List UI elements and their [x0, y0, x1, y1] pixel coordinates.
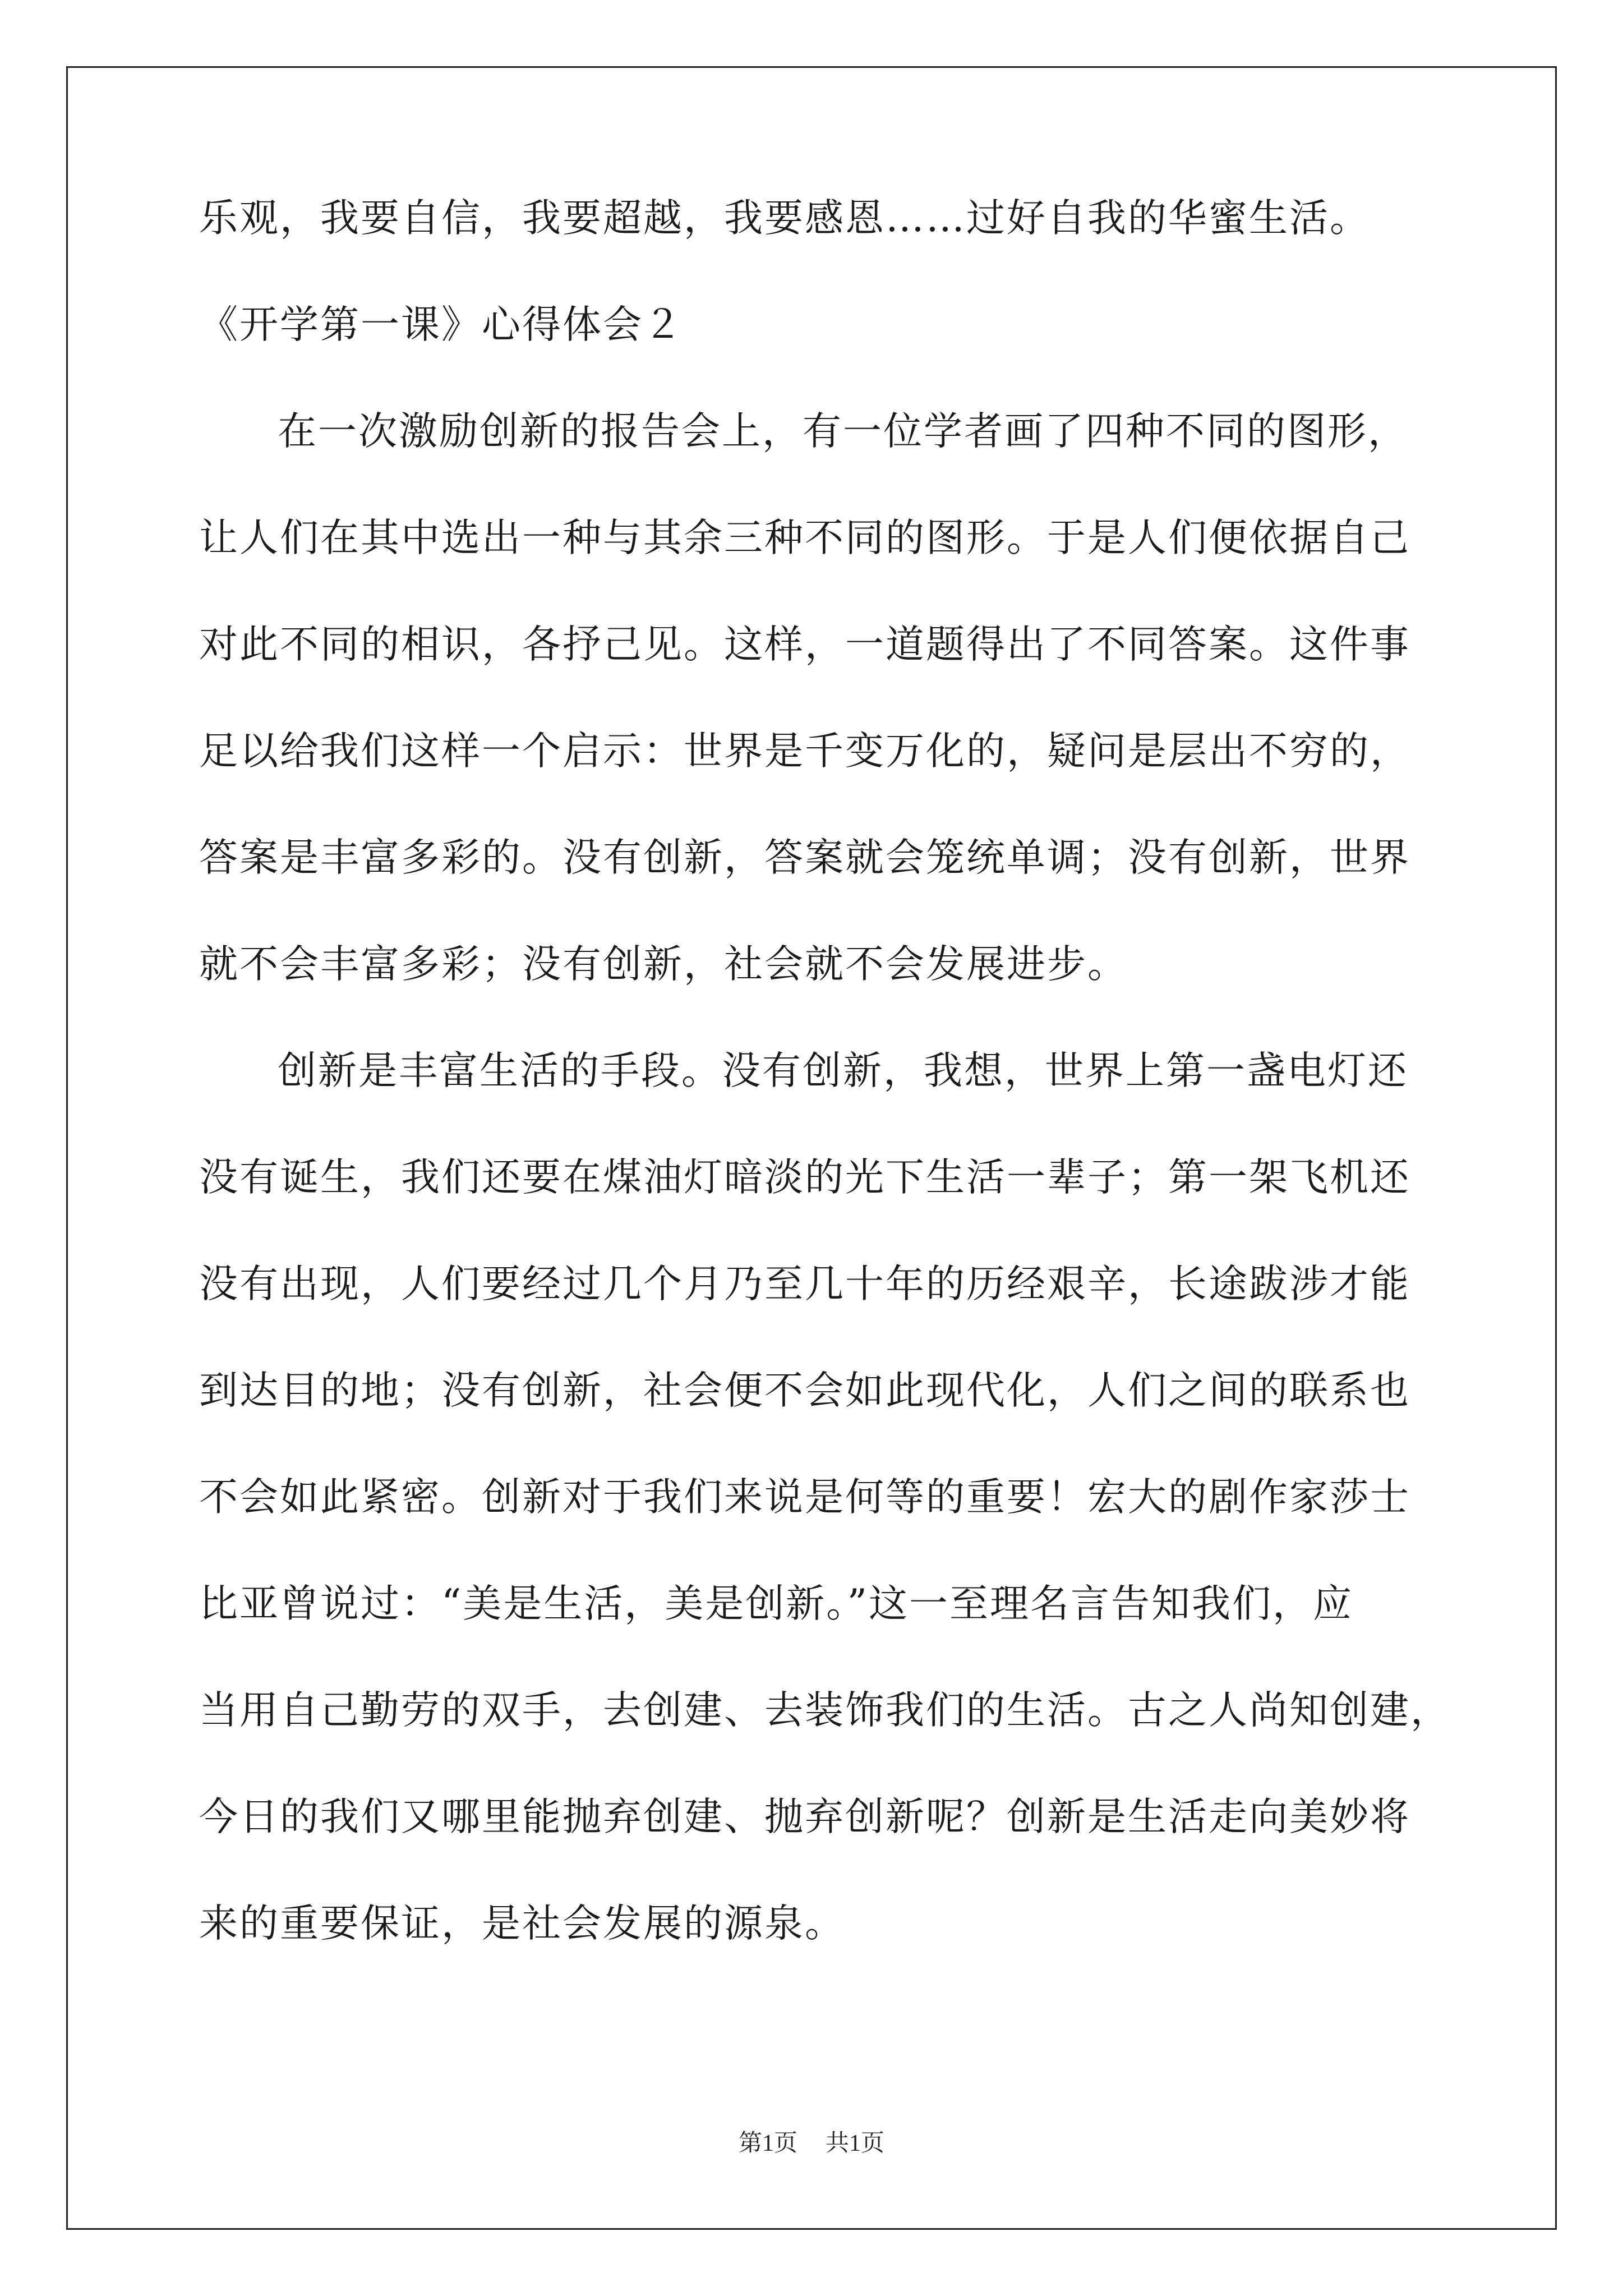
text-line: 让人们在其中选出一种与其余三种不同的图形。于是人们便依据自己	[199, 516, 1410, 560]
page-total: 共1页	[826, 2131, 885, 2156]
section-heading: 《开学第一课》心得体会２	[199, 302, 684, 347]
text-line: 不会如此紧密。创新对于我们来说是何等的重要！宏大的剧作家莎士	[199, 1475, 1410, 1520]
text-line: 答案是丰富多彩的。没有创新，答案就会笼统单调；没有创新，世界	[199, 835, 1410, 880]
text-line: 没有诞生，我们还要在煤油灯暗淡的光下生活一辈子；第一架飞机还	[199, 1155, 1410, 1200]
text-line: 今日的我们又哪里能抛弃创建、抛弃创新呢？创新是生活走向美妙将	[199, 1795, 1410, 1839]
text-line: 当用自己勤劳的双手，去创建、去装饰我们的生活。古之人尚知创建，	[199, 1688, 1451, 1733]
text-line: 对此不同的相识，各抒己见。这样，一道题得出了不同答案。这件事	[199, 622, 1410, 667]
text-line: 到达目的地；没有创新，社会便不会如此现代化，人们之间的联系也	[199, 1368, 1410, 1413]
text-line: 没有出现，人们要经过几个月乃至几十年的历经艰辛，长途跋涉才能	[199, 1262, 1410, 1306]
page-footer	[0, 2132, 1623, 2155]
text-line: 乐观，我要自信，我要超越，我要感恩……过好自我的华蜜生活。	[199, 196, 1370, 241]
text-line: 来的重要保证，是社会发展的源泉。	[199, 1901, 845, 1946]
text-line: 比亚曾说过：“美是生活，美是创新。”这一至理名言告知我们，应	[199, 1581, 1354, 1626]
text-line: 就不会丰富多彩；没有创新，社会就不会发展进步。	[199, 942, 1128, 987]
text-line: 在一次激励创新的报告会上，有一位学者画了四种不同的图形，	[278, 409, 1408, 454]
page-number: 第1页	[738, 2131, 797, 2156]
text-line: 创新是丰富生活的手段。没有创新，我想，世界上第一盏电灯还	[278, 1048, 1408, 1093]
text-line: 足以给我们这样一个启示：世界是千变万化的，疑问是层出不穷的，	[199, 729, 1410, 774]
